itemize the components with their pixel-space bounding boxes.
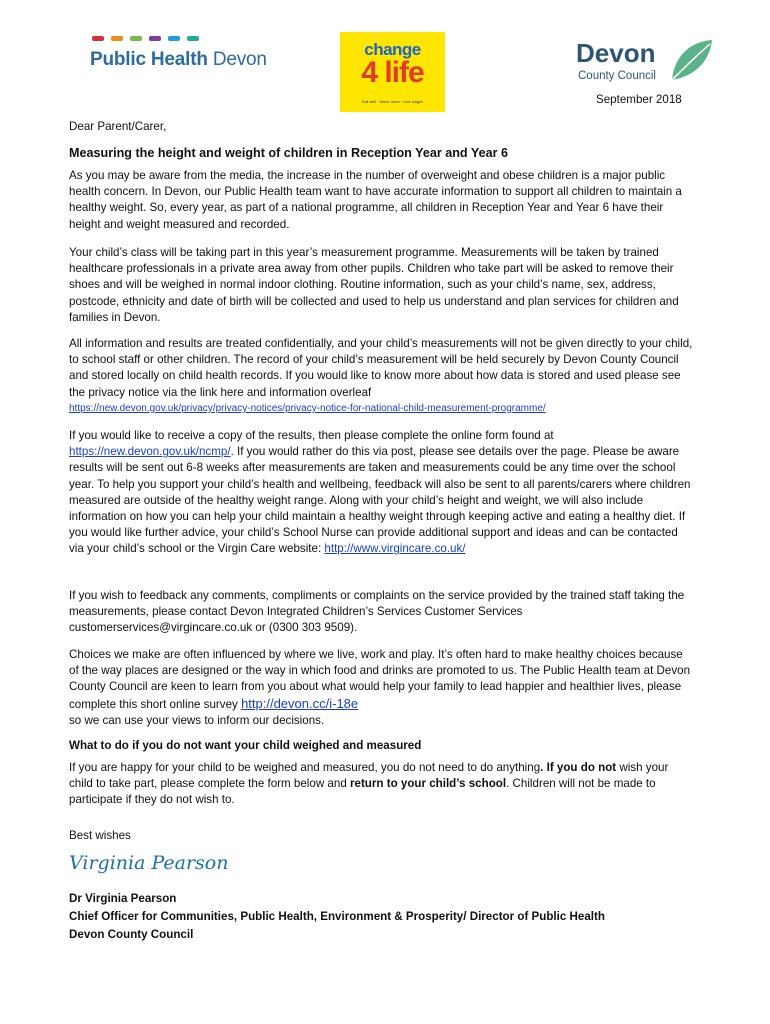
- dcc-name: Devon: [576, 38, 656, 68]
- devon-county-council-logo: [572, 36, 722, 88]
- logo-dot: [149, 36, 161, 41]
- logo-dot: [187, 36, 199, 41]
- signatory-title: Chief Officer for Communities, Public Health, Environment & Prosperity/ Director of Public Health: [69, 910, 605, 923]
- ncmp-form-link[interactable]: https://new.devon.gov.uk/ncmp/: [69, 445, 231, 459]
- public-health-devon-logo: [90, 36, 290, 81]
- signature: Virginia Pearson: [69, 852, 229, 874]
- opt-out-not: not: [598, 761, 617, 774]
- survey-text-end: so we can use your views to inform our decisions.: [69, 713, 325, 727]
- results-text-start: If you would like to receive a copy of the results, then please complete the online form found at: [69, 429, 554, 442]
- c4l-line2: 4 life: [361, 56, 424, 89]
- leaf-icon: [666, 36, 716, 84]
- c4l-line1: change: [364, 40, 421, 59]
- paragraph-results: [69, 428, 694, 558]
- change4life-logo: [340, 32, 445, 112]
- opt-out-text-a: If you are happy for your child to be weighed and measured, you do not need to do anything: [69, 761, 541, 774]
- results-text-rest: . If you would rather do this via post, please see details over the page. Please be aware results will be sent out 6-8 weeks after measurements are taken and measurements could be any time over the school year. To help you support your child’s health and wellbeing, feedback will also be sent to all parents/carers where children measured are outside of the healthy weight range. Along with your child’s height and weight, we will also include information on how you can help your child maintain a healthy weight through keeping active and eating a healthy diet. If you would like further advice, your child’s School Nurse can provide additional support and ideas and can be contacted via your child’s school or the Virgin Care website:: [69, 445, 691, 556]
- paragraph-feedback: If you wish to feedback any comments, compliments or complaints on the service provided by the trained staff taking the measurements, please contact Devon Integrated Children’s Services Customer Services customerservices@virgincare.co.uk or (0300 303 9509).: [69, 589, 685, 635]
- logo-dot: [111, 36, 123, 41]
- opt-out-text-b: . If you do: [540, 761, 599, 774]
- opt-out-text-d: . Children will not be made to participate if they do not wish to.: [69, 777, 656, 807]
- signatory-organisation: Devon County Council: [69, 928, 194, 941]
- letter-date: September 2018: [596, 93, 682, 106]
- paragraph-opt-out: [69, 760, 694, 809]
- logo-region: Devon: [212, 49, 267, 70]
- signatory-name: Dr Virginia Pearson: [69, 892, 177, 905]
- logo-dot: [168, 36, 180, 41]
- survey-text-start: Choices we make are often influenced by where we live, work and play. It’s often hard to make healthy choices because of the way places are designed or the way in which food and drinks are promoted to us. The Public Health team at Devon County Council are keen to learn from you about what would help your family to lead happier and healthier lives, please complete this short online survey: [69, 648, 691, 711]
- logo-wordmark: [90, 49, 290, 71]
- opt-out-heading: What to do if you do not want your child weighed and measured: [69, 739, 422, 752]
- logo-name: Public Health: [90, 49, 208, 70]
- dcc-sub: County Council: [578, 70, 656, 82]
- privacy-notice-link-block: [69, 402, 694, 416]
- survey-link[interactable]: http://devon.cc/i-18e: [241, 695, 359, 711]
- logo-dot: [130, 36, 142, 41]
- privacy-notice-link[interactable]: https://new.devon.gov.uk/privacy/privacy-notices/privacy-notice-for-national-child-measurement-programme/: [69, 403, 546, 414]
- best-wishes: Best wishes: [69, 829, 131, 842]
- paragraph-confidentiality: All information and results are treated confidentially, and your child’s measurements will not be given directly to your child, to school staff or other children. The record of your child’s measurement will be held securely by Devon County Council and stored locally on child health records. If you would like to know more about how data is stored and used please see the privacy notice via the link here and information overleaf: [69, 337, 693, 399]
- logo-colour-dots: [92, 36, 290, 41]
- c4l-tagline: Eat well · Move more · Live longer: [362, 99, 423, 104]
- opt-out-return: return to your child’s school: [349, 777, 507, 791]
- letter-heading: Measuring the height and weight of children in Reception Year and Year 6: [69, 146, 509, 160]
- opt-out-text-c: wish your child to take part, please complete the form below and: [69, 761, 669, 791]
- salutation: Dear Parent/Carer,: [69, 120, 167, 133]
- logo-dot: [92, 36, 104, 41]
- virgincare-link[interactable]: http://www.virgincare.co.uk/: [324, 542, 466, 556]
- paragraph-measurement: Your child’s class will be taking part in this year’s measurement programme. Measurements will be taken by trained healthcare professionals in a private area away from other pupils. Children who take part will be asked to remove their shoes and will be weighed in normal indoor clothing. Routine information, such as your child’s name, sex, address, postcode, ethnicity and date of birth will be collected and used to help us understand and plan services for children and families in Devon.: [69, 246, 679, 324]
- paragraph-survey: [69, 647, 694, 729]
- paragraph-intro: As you may be aware from the media, the increase in the number of overweight and obese children is a major public health concern. In Devon, our Public Health team want to have accurate information to support all children to maintain a healthy weight. So, every year, as part of a national programme, all children in Reception Year and Year 6 have their height and weight measured and recorded.: [69, 169, 682, 231]
